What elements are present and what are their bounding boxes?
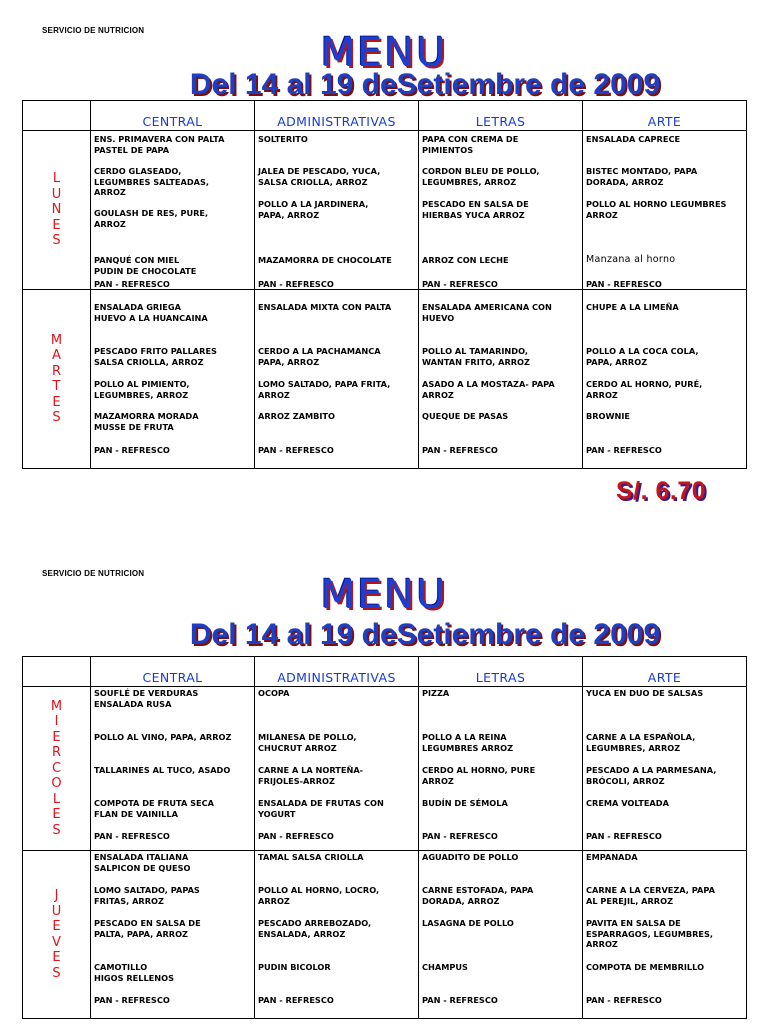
menu-item: CHUPE A LA LIMEÑA (586, 302, 679, 312)
menu-item: PAN - REFRESCO (94, 445, 170, 455)
menu-item: PAN - REFRESCO (94, 995, 170, 1005)
menu-item: PAN - REFRESCO (258, 279, 334, 289)
menu-item: SOLTERITO (258, 134, 308, 144)
day-letter: U (51, 186, 62, 202)
menu-item: PAN - REFRESCO (422, 995, 498, 1005)
menu-item: COMPOTA DE MEMBRILLO (586, 962, 705, 972)
menu-title-2: MENU (320, 572, 448, 618)
menu-item: BROWNIE (586, 411, 631, 421)
day-letter: M (50, 698, 63, 714)
menu-item: PAN - REFRESCO (586, 445, 662, 455)
menu-item: CARNE A LA NORTEÑA- FRIJOLES-ARROZ (258, 765, 364, 786)
menu-item: YUCA EN DUO DE SALSAS (586, 688, 704, 698)
menu-item: MAZAMORRA DE CHOCOLATE (258, 255, 392, 265)
menu-item: Manzana al horno (586, 254, 676, 265)
day-row-miercoles (23, 687, 747, 851)
menu-item: GOULASH DE RES, PURE, ARROZ (94, 208, 209, 229)
day-letter: E (52, 807, 61, 823)
day-label-jueves (23, 851, 91, 1019)
menu-item: AGUADITO DE POLLO (422, 852, 519, 862)
corner-cell-2 (23, 657, 91, 687)
menu-item: ARROZ ZAMBITO (258, 411, 335, 421)
cell-martes-administrativas (255, 290, 419, 469)
menu-item: QUEQUE DE PASAS (422, 411, 509, 421)
day-letter: O (51, 776, 62, 792)
menu-item: PAN - REFRESCO (586, 279, 662, 289)
menu-item: BISTEC MONTADO, PAPA DORADA, ARROZ (586, 166, 698, 187)
menu-item: PAN - REFRESCO (94, 831, 170, 841)
menu-item: PAN - REFRESCO (258, 445, 334, 455)
menu-item: PAN - REFRESCO (258, 831, 334, 841)
menu-table-week2 (22, 656, 747, 1019)
menu-item: POLLO A LA JARDINERA, PAPA, ARROZ (258, 199, 369, 220)
menu-item: ASADO A LA MOSTAZA- PAPA ARROZ (422, 379, 555, 400)
cell-lunes-letras (419, 131, 583, 290)
menu-item: POLLO AL VINO, PAPA, ARROZ (94, 732, 232, 742)
cell-miercoles-arte (583, 687, 747, 851)
menu-title: MENU (320, 30, 448, 76)
cell-martes-central (91, 290, 255, 469)
day-letter: L (52, 791, 61, 807)
day-letter: E (52, 950, 61, 965)
menu-item: POLLO A LA REINA LEGUMBRES ARROZ (422, 732, 514, 753)
menu-item: PESCADO FRITO PALLARES SALSA CRIOLLA, ARROZ (94, 346, 217, 367)
cell-lunes-administrativas (255, 131, 419, 290)
menu-item: TAMAL SALSA CRIOLLA (258, 852, 364, 862)
menu-item: SOUFLÉ DE VERDURAS ENSALADA RUSA (94, 688, 199, 709)
menu-item: POLLO AL HORNO LEGUMBRES ARROZ (586, 199, 727, 220)
menu-item: POLLO AL HORNO, LOCRO, ARROZ (258, 885, 380, 906)
menu-item: EMPANADA (586, 852, 638, 862)
menu-item: ENSALADA DE FRUTAS CON YOGURT (258, 798, 384, 819)
menu-item: PUDIN BICOLOR (258, 962, 331, 972)
menu-item: CERDO GLASEADO, LEGUMBRES SALTEADAS, ARROZ (94, 166, 209, 197)
menu-item: PAN - REFRESCO (422, 279, 498, 289)
menu-table-week1 (22, 100, 747, 469)
col-header-administrativas-2: ADMINISTRATIVAS (255, 657, 419, 687)
menu-item: CARNE A LA CERVEZA, PAPA AL PEREJIL, ARROZ (586, 885, 715, 906)
menu-item: CARNE ESTOFADA, PAPA DORADA, ARROZ (422, 885, 534, 906)
cell-jueves-letras (419, 851, 583, 1019)
menu-item: CORDON BLEU DE POLLO, LEGUMBRES, ARROZ (422, 166, 540, 187)
menu-item: PAN - REFRESCO (586, 995, 662, 1005)
day-letter: C (51, 760, 62, 776)
cell-miercoles-letras (419, 687, 583, 851)
menu-item: CAMOTILLO HIGOS RELLENOS (94, 962, 174, 983)
menu-item: TALLARINES AL TUCO, ASADO (94, 765, 231, 775)
menu-item: MILANESA DE POLLO, CHUCRUT ARROZ (258, 732, 357, 753)
price-label: S/. 6.70 (616, 477, 707, 505)
day-label-lunes (23, 131, 91, 290)
menu-item: MAZAMORRA MORADA MUSSE DE FRUTA (94, 411, 199, 432)
day-letter: S (52, 822, 61, 838)
menu-item: ENSALADA MIXTA CON PALTA (258, 302, 392, 312)
day-letter: E (52, 217, 61, 233)
day-letter: L (52, 171, 61, 187)
day-letter: E (52, 394, 61, 410)
service-label: SERVICIO DE NUTRICION (42, 26, 145, 35)
menu-item: POLLO AL TAMARINDO, WANTAN FRITO, ARROZ (422, 346, 530, 367)
cell-lunes-central (91, 131, 255, 290)
menu-item: PANQUÉ CON MIEL PUDIN DE CHOCOLATE (94, 255, 197, 276)
menu-item: JALEA DE PESCADO, YUCA, SALSA CRIOLLA, ARROZ (258, 166, 381, 187)
day-letter: R (51, 745, 62, 761)
cell-jueves-arte (583, 851, 747, 1019)
menu-item: PAN - REFRESCO (258, 995, 334, 1005)
header-row (23, 101, 747, 131)
menu-item: ENSALADA CAPRECE (586, 134, 681, 144)
day-letter: E (52, 729, 61, 745)
menu-item: PESCADO EN SALSA DE HIERBAS YUCA ARROZ (422, 199, 529, 220)
col-header-central: CENTRAL (91, 101, 255, 131)
cell-jueves-central (91, 851, 255, 1019)
menu-item: CERDO AL HORNO, PURE ARROZ (422, 765, 536, 786)
menu-item: POLLO A LA COCA COLA, PAPA, ARROZ (586, 346, 699, 367)
day-label-martes (23, 290, 91, 469)
cell-miercoles-administrativas (255, 687, 419, 851)
menu-item: PAVITA EN SALSA DE ESPARRAGOS, LEGUMBRES, ARROZ (586, 918, 714, 949)
day-letter: T (52, 379, 61, 394)
menu-item: CERDO A LA PACHAMANCA PAPA, ARROZ (258, 346, 381, 367)
col-header-central-2: CENTRAL (91, 657, 255, 687)
cell-jueves-administrativas (255, 851, 419, 1019)
date-title: Del 14 al 19 deSetiembre de 2009 (189, 68, 661, 101)
menu-item: PIZZA (422, 688, 450, 698)
menu-item: PESCADO EN SALSA DE PALTA, PAPA, ARROZ (94, 918, 201, 939)
day-letter: S (52, 410, 61, 425)
day-letter: I (54, 714, 59, 730)
menu-item: CREMA VOLTEADA (586, 798, 669, 808)
menu-item: PAN - REFRESCO (422, 831, 498, 841)
day-row-lunes (23, 131, 747, 290)
day-letter: V (52, 934, 61, 950)
day-label-miercoles (23, 687, 91, 851)
day-letter: A (52, 348, 61, 363)
menu-item: CERDO AL HORNO, PURÉ, ARROZ (586, 379, 703, 400)
menu-item: PESCADO ARREBOZADO, ENSALADA, ARROZ (258, 918, 372, 939)
menu-item: LASAGNA DE POLLO (422, 918, 514, 928)
cell-martes-arte (583, 290, 747, 469)
menu-item: PESCADO A LA PARMESANA, BRÓCOLI, ARROZ (586, 765, 717, 786)
day-row-jueves (23, 851, 747, 1019)
day-letter: N (51, 202, 62, 218)
header-row-2 (23, 657, 747, 687)
col-header-letras: LETRAS (419, 101, 583, 131)
menu-item: ENSALADA GRIEGA HUEVO A LA HUANCAINA (94, 302, 208, 323)
col-header-arte: ARTE (583, 101, 747, 131)
menu-item: LOMO SALTADO, PAPA FRITA, ARROZ (258, 379, 391, 400)
menu-item: COMPOTA DE FRUTA SECA FLAN DE VAINILLA (94, 798, 214, 819)
menu-item: BUDÍN DE SÉMOLA (422, 798, 508, 808)
date-title-2: Del 14 al 19 deSetiembre de 2009 (189, 618, 661, 651)
menu-item: PAN - REFRESCO (422, 445, 498, 455)
menu-item: PAN - REFRESCO (586, 831, 662, 841)
cell-miercoles-central (91, 687, 255, 851)
day-letter: U (51, 903, 62, 919)
col-header-letras-2: LETRAS (419, 657, 583, 687)
cell-martes-letras (419, 290, 583, 469)
menu-item: LOMO SALTADO, PAPAS FRITAS, ARROZ (94, 885, 200, 906)
corner-cell (23, 101, 91, 131)
menu-item: PAPA CON CREMA DE PIMIENTOS (422, 134, 519, 155)
day-letter: S (52, 233, 61, 249)
menu-item: OCOPA (258, 688, 290, 698)
day-letter: M (50, 332, 63, 348)
day-letter: E (52, 919, 61, 934)
day-row-martes (23, 290, 747, 469)
menu-item: ENS. PRIMAVERA CON PALTA PASTEL DE PAPA (94, 134, 225, 155)
service-label-2: SERVICIO DE NUTRICION (42, 569, 145, 578)
cell-lunes-arte (583, 131, 747, 290)
menu-item: ARROZ CON LECHE (422, 255, 509, 265)
col-header-administrativas: ADMINISTRATIVAS (255, 101, 419, 131)
day-letter: J (54, 888, 59, 903)
menu-item: ENSALADA ITALIANA SALPICON DE QUESO (94, 852, 191, 873)
menu-item: POLLO AL PIMIENTO, LEGUMBRES, ARROZ (94, 379, 190, 400)
menu-item: PAN - REFRESCO (94, 279, 170, 289)
menu-item: CHAMPUS (422, 962, 468, 972)
menu-item: ENSALADA AMERICANA CON HUEVO (422, 302, 552, 323)
day-letter: R (51, 363, 62, 379)
menu-item: CARNE A LA ESPAÑOLA, LEGUMBRES, ARROZ (586, 732, 696, 753)
day-letter: S (52, 965, 61, 981)
col-header-arte-2: ARTE (583, 657, 747, 687)
